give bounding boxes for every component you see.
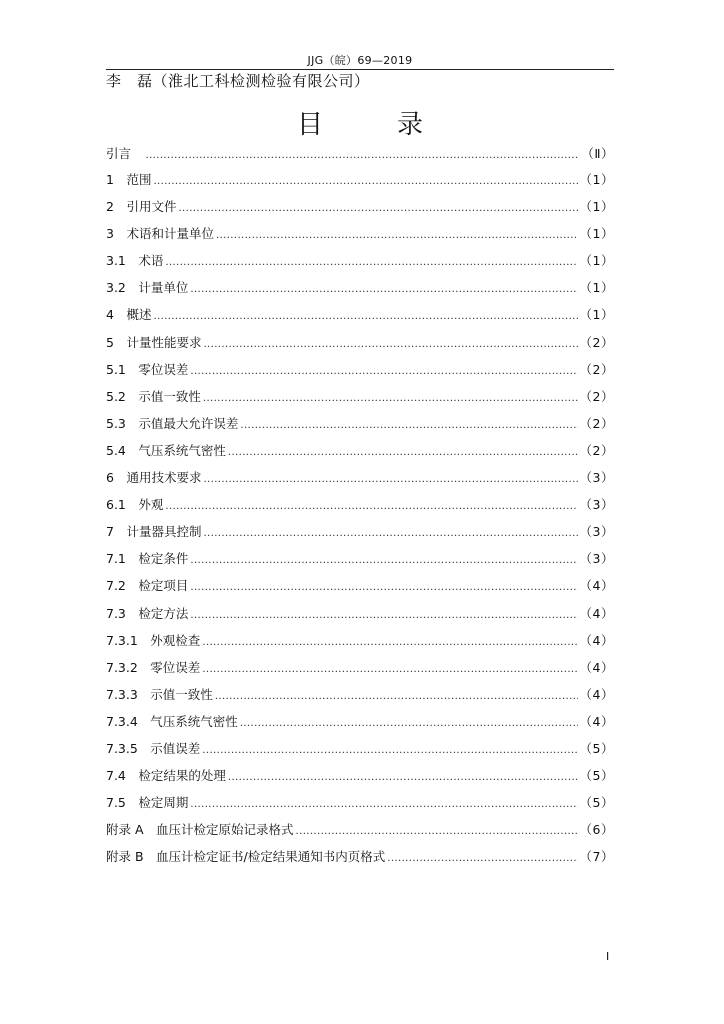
dot-leader xyxy=(190,358,577,385)
toc-entry-7-3-4[interactable] xyxy=(106,708,614,735)
toc-entry-label: 6 通用技术要求 xyxy=(106,470,202,486)
toc-entry-label: 5.3 示值最大允许误差 xyxy=(106,415,239,431)
dot-leader xyxy=(146,144,580,168)
toc-entry-page: （3） xyxy=(579,497,614,513)
toc-entry-page: （5） xyxy=(579,795,614,811)
toc-entry-7[interactable] xyxy=(106,518,614,545)
toc-entry-label: 7.2 检定项目 xyxy=(106,578,189,594)
dot-leader xyxy=(153,303,577,330)
dot-leader xyxy=(215,683,578,710)
toc-entry-label: 5 计量性能要求 xyxy=(106,334,202,350)
dot-leader xyxy=(228,439,578,466)
toc-entry-page: （3） xyxy=(579,551,614,567)
dot-leader xyxy=(203,466,577,493)
toc-entry-7-3-3[interactable] xyxy=(106,681,614,708)
toc-title: 目 录 xyxy=(296,110,447,140)
toc-entry-page: （2） xyxy=(579,334,614,350)
toc-entry-label: 6.1 外观 xyxy=(106,497,164,513)
toc-entry-5[interactable] xyxy=(106,329,614,356)
toc-entry-page: （4） xyxy=(579,686,614,702)
dot-leader xyxy=(228,764,578,791)
toc-entry-page: （4） xyxy=(579,605,614,621)
page-number: I xyxy=(606,950,610,963)
dot-leader xyxy=(216,222,578,249)
toc-entry-label: 7.3.4 气压系统气密性 xyxy=(106,713,238,729)
toc-entry-label: 附录 A 血压计检定原始记录格式 xyxy=(106,822,294,838)
dot-leader xyxy=(153,168,577,195)
toc-entry-page: （1） xyxy=(579,280,614,296)
toc-entry-label: 5.4 气压系统气密性 xyxy=(106,442,226,458)
toc-entry-label: 2 引用文件 xyxy=(106,199,177,215)
toc-entry-label: 3.1 术语 xyxy=(106,253,164,269)
toc-entry-5-2[interactable] xyxy=(106,383,614,410)
toc-entry-label: 7.3.5 示值误差 xyxy=(106,740,201,756)
dot-leader xyxy=(190,602,577,629)
dot-leader xyxy=(387,845,577,872)
toc-entry-3[interactable] xyxy=(106,220,614,247)
dot-leader xyxy=(165,249,577,276)
table-of-contents xyxy=(106,142,614,870)
toc-entry-page: （1） xyxy=(579,199,614,215)
dot-leader xyxy=(190,547,577,574)
toc-entry-label: 7.3.2 零位误差 xyxy=(106,659,201,675)
toc-entry-label: 7.5 检定周期 xyxy=(106,795,189,811)
dot-leader xyxy=(203,520,577,547)
toc-entry-page: （4） xyxy=(579,578,614,594)
toc-entry-label: 7.3.1 外观检查 xyxy=(106,632,201,648)
toc-entry-page: （1） xyxy=(579,172,614,187)
dot-leader xyxy=(240,710,578,737)
toc-entry-page: （5） xyxy=(579,768,614,784)
toc-entry-label: 3 术语和计量单位 xyxy=(106,226,214,242)
dot-leader xyxy=(203,385,578,412)
dot-leader xyxy=(190,791,577,818)
toc-entry-6-1[interactable] xyxy=(106,491,614,518)
toc-entry-7-5[interactable] xyxy=(106,789,614,816)
dot-leader xyxy=(296,818,578,845)
author-line: 李 磊（淮北工科检测检验有限公司） xyxy=(106,72,370,90)
toc-entry-label: 5.2 示值一致性 xyxy=(106,388,201,404)
toc-entry-7-2[interactable] xyxy=(106,572,614,599)
toc-entry-label: 4 概述 xyxy=(106,307,152,323)
toc-entry-page: （1） xyxy=(579,226,614,242)
toc-entry-page: （3） xyxy=(579,470,614,486)
toc-entry-page: （4） xyxy=(579,659,614,675)
toc-entry-label: 7.4 检定结果的处理 xyxy=(106,768,226,784)
toc-entry-7-3-5[interactable] xyxy=(106,735,614,762)
toc-entry-appendix-b[interactable] xyxy=(106,843,614,870)
toc-entry-intro[interactable] xyxy=(106,142,614,166)
dot-leader xyxy=(165,493,577,520)
toc-entry-page: （4） xyxy=(579,713,614,729)
toc-entry-page: （7） xyxy=(579,849,614,865)
toc-entry-7-3[interactable] xyxy=(106,600,614,627)
toc-entry-label: 7.3 检定方法 xyxy=(106,605,189,621)
toc-entry-label: 引言 xyxy=(106,146,144,161)
toc-entry-page: （1） xyxy=(579,253,614,269)
toc-entry-page: （2） xyxy=(579,361,614,377)
toc-entry-page: （4） xyxy=(579,632,614,648)
toc-entry-label: 3.2 计量单位 xyxy=(106,280,189,296)
toc-entry-page: （2） xyxy=(579,415,614,431)
toc-entry-page: （3） xyxy=(579,524,614,540)
toc-entry-3-1[interactable] xyxy=(106,247,614,274)
toc-entry-5-4[interactable] xyxy=(106,437,614,464)
toc-entry-page: （1） xyxy=(579,307,614,323)
toc-entry-3-2[interactable] xyxy=(106,274,614,301)
toc-entry-1[interactable] xyxy=(106,166,614,193)
toc-entry-label: 7.3.3 示值一致性 xyxy=(106,686,213,702)
toc-entry-7-1[interactable] xyxy=(106,545,614,572)
toc-entry-page: （Ⅱ） xyxy=(581,146,614,161)
dot-leader xyxy=(203,331,577,358)
dot-leader xyxy=(190,574,577,601)
toc-entry-appendix-a[interactable] xyxy=(106,816,614,843)
toc-entry-page: （2） xyxy=(579,388,614,404)
toc-entry-label: 7.1 检定条件 xyxy=(106,551,189,567)
toc-entry-label: 附录 B 血压计检定证书/检定结果通知书内页格式 xyxy=(106,849,386,865)
toc-entry-page: （2） xyxy=(579,442,614,458)
toc-entry-label: 5.1 零位误差 xyxy=(106,361,189,377)
toc-entry-2[interactable] xyxy=(106,193,614,220)
dot-leader xyxy=(178,195,577,222)
toc-entry-7-3-2[interactable] xyxy=(106,654,614,681)
dot-leader xyxy=(202,737,577,764)
toc-entry-5-3[interactable] xyxy=(106,410,614,437)
running-header: JJG（皖）69—2019 xyxy=(307,54,413,67)
toc-entry-label: 1 范围 xyxy=(106,172,152,187)
dot-leader xyxy=(240,412,577,439)
toc-entry-label: 7 计量器具控制 xyxy=(106,524,202,540)
dot-leader xyxy=(190,276,577,303)
toc-entry-7-4[interactable] xyxy=(106,762,614,789)
toc-entry-6[interactable] xyxy=(106,464,614,491)
dot-leader xyxy=(202,656,577,683)
toc-entry-page: （5） xyxy=(579,740,614,756)
dot-leader xyxy=(202,629,577,656)
toc-entry-5-1[interactable] xyxy=(106,356,614,383)
toc-entry-page: （6） xyxy=(579,822,614,838)
toc-entry-7-3-1[interactable] xyxy=(106,627,614,654)
toc-entry-4[interactable] xyxy=(106,301,614,328)
